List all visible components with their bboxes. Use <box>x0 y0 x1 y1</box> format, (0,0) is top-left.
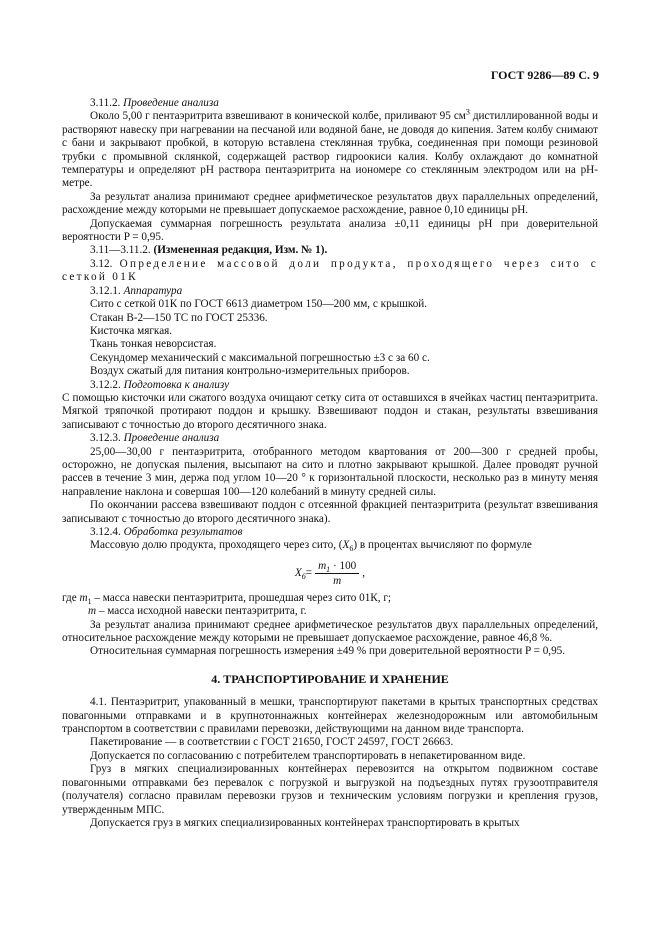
text: Массовую долю продукта, проходящего через сито, ( <box>90 539 343 552</box>
clause-title: Проведение анализа <box>123 432 220 445</box>
document-body <box>62 97 598 830</box>
text: Около 5,00 г пентаэритрита взвешивают в конической колбе, приливают 95 см <box>90 110 466 123</box>
paragraph-conduct: 25,00—30,00 г пентаэритрита, отобранного методом квартования от 200—300 г средней пробы, осторожно, не допуская пыления, высыпают на сито и плотно закрывают крышкой. Далее проводят ручной рассев в течение 3 мин, держа под углом 10—20 ° к горизонтальной плоскости, несколько раз в минуту меняя направление наклона и совершая 100—120 колебаний в минуту средней силы. <box>62 445 598 498</box>
apparatus-item: Ткань тонкая неворсистая. <box>90 338 217 351</box>
clause-number: 3.12.1. <box>90 284 121 297</box>
paragraph-soft-containers: Груз в мягких специализированных контейнерах перевозится на открытом подвижном составе повагонными отправками без перевалок с погрузкой и выгрузкой на подъездных путях грузоотправителя (получателя) согласно правилам перевозки грузов и техническим условиям погрузки и крепления грузов, утвержденным МПС. <box>62 763 598 816</box>
text: · 100 <box>330 559 357 572</box>
paragraph-allowed-1: Допускается по согласованию с потребителем транспортировать в непакетированном виде. <box>90 749 526 762</box>
variable: X <box>342 539 350 552</box>
variable: m <box>79 591 88 604</box>
paragraph-result: За результат анализа принимают среднее арифметическое результатов двух параллельных определений, расхождение между которыми не превышает допускаемое расхождение, равное 0,10 единицы рН. <box>62 190 598 217</box>
clause-title: Проведение анализа <box>123 97 219 109</box>
formula-tail: , <box>362 566 366 579</box>
clause-number: 3.12.4. <box>90 526 121 538</box>
heading-3-12 <box>62 258 598 285</box>
subscript: 1 <box>326 565 331 575</box>
change-note <box>62 244 598 257</box>
clause-number: 3.12. <box>90 257 113 270</box>
clause-title: Подготовка к анализу <box>123 378 230 391</box>
heading-3-11-2 <box>62 97 598 110</box>
paragraph-procedure <box>62 107 598 190</box>
legend-line-2 <box>62 605 598 618</box>
formula <box>62 559 598 588</box>
paragraph-allowed-2: Допускается груз в мягких специализированных контейнерах транспортировать в крытых <box>90 816 520 829</box>
variable: m <box>88 605 97 618</box>
paragraph-result-2: За результат анализа принимают среднее арифметическое результатов двух параллельных определений, относительное расхождение между которыми не превышает допускаемое расхождение, равное 46,8 %. <box>62 618 598 645</box>
fraction <box>315 559 359 588</box>
text: ) в процентах вычисляют по формуле <box>353 539 532 552</box>
page-header: ГОСТ 9286—89 С. 9 <box>490 68 599 82</box>
numerator <box>315 559 359 574</box>
heading-3-12-3 <box>62 432 598 445</box>
clause-title: Аппаратура <box>123 284 183 297</box>
denominator: m <box>333 574 342 587</box>
paragraph-after-sieving: По окончании рассева взвешивают поддон с отсеянной фракцией пентаэритрита (результат взвешивания записывают с точностью до второго десятичного знака). <box>62 499 598 525</box>
equals-sign: = <box>305 566 313 579</box>
subscript: 6 <box>349 544 354 554</box>
section-4-title: 4. ТРАНСПОРТИРОВАНИЕ И ХРАНЕНИЕ <box>211 671 449 686</box>
apparatus-item: Воздух сжатый для питания контрольно-измерительных приборов. <box>90 365 410 378</box>
paragraph-mass-fraction <box>62 539 598 552</box>
formula-lhs <box>295 567 306 580</box>
text: где <box>62 591 80 604</box>
clause-title: Определение массовой доли продукта, проходящего через сито с сеткой 01К <box>62 257 598 284</box>
clause-number: 3.12.3. <box>90 432 121 445</box>
heading-3-12-2 <box>62 379 598 392</box>
heading-3-12-1 <box>62 285 598 298</box>
clause-number: 3.12.2. <box>90 378 121 391</box>
apparatus-item: Сито с сеткой 01К по ГОСТ 6613 диаметром 150—200 мм, с крышкой. <box>90 298 428 311</box>
variable: X <box>294 566 302 579</box>
paragraph-packaging: Пакетирование — в соответствии с ГОСТ 21650, ГОСТ 24597, ГОСТ 26663. <box>90 736 454 749</box>
apparatus-item: Кисточка мягкая. <box>90 324 173 337</box>
change-text: (Измененная редакция, Изм. № 1). <box>153 244 328 257</box>
apparatus-item: Стакан В-2—150 ТС по ГОСТ 25336. <box>90 311 268 324</box>
text: – масса навески пентаэритрита, прошедшая через сито 01К, г; <box>91 591 392 604</box>
heading-3-12-4 <box>62 526 598 539</box>
subscript: 6 <box>301 571 306 581</box>
clause-number: 3.11.2. <box>90 97 121 109</box>
apparatus-item: Секундомер механический с максимальной погрешностью ±3 с за 60 с. <box>90 351 430 364</box>
clause-title: Обработка результатов <box>123 526 243 538</box>
paragraph-error: Допускаемая суммарная погрешность результата анализа ±0,11 единицы рН при доверительной вероятности P = 0,95. <box>62 217 598 244</box>
change-number: 3.11—3.11.2. <box>90 244 151 257</box>
superscript: 3 <box>465 107 470 117</box>
text: дистиллированной воды и растворяют навеску при нагревании на песчаной или водяной бане, не доводя до кипения. Затем колбу снимают с бани и закрывают пробкой, в которую вставлена стеклянная трубка, соединенная при помощи резиновой трубки с промывной склянкой, содержащей раствор гидроокиси калия. Колбу охлаждают до комнатной температуры и определяют рН раствора пентаэритрита на иономере со стеклянным электродом или на рН-метре. <box>62 110 598 190</box>
text: – масса исходной навески пентаэритрита, г. <box>96 605 307 618</box>
paragraph-relative-error: Относительная суммарная погрешность измерения ±49 % при доверительной вероятности P = 0,95. <box>90 645 566 658</box>
paragraph-preparation: С помощью кисточки или сжатого воздуха очищают сетку сита от оставшихся в ячейках частиц пентаэритрита. Мягкой тряпочкой протирают поддон и крышку. Взвешивают поддон и стакан, результаты взвешивания записывают с точностью до второго десятичного знака. <box>62 391 598 431</box>
paragraph-4-1: 4.1. Пентаэритрит, упакованный в мешки, транспортируют пакетами в крытых транспортных средствах повагонными отправками и в крупнотоннажных контейнерах железнодорожным или автомобильным транспортом в соответствии с правилами перевозки, действующими на данном виде транспорта. <box>62 696 598 736</box>
legend-line-1 <box>62 592 598 605</box>
subscript: 1 <box>87 597 92 607</box>
variable: m <box>318 559 327 572</box>
